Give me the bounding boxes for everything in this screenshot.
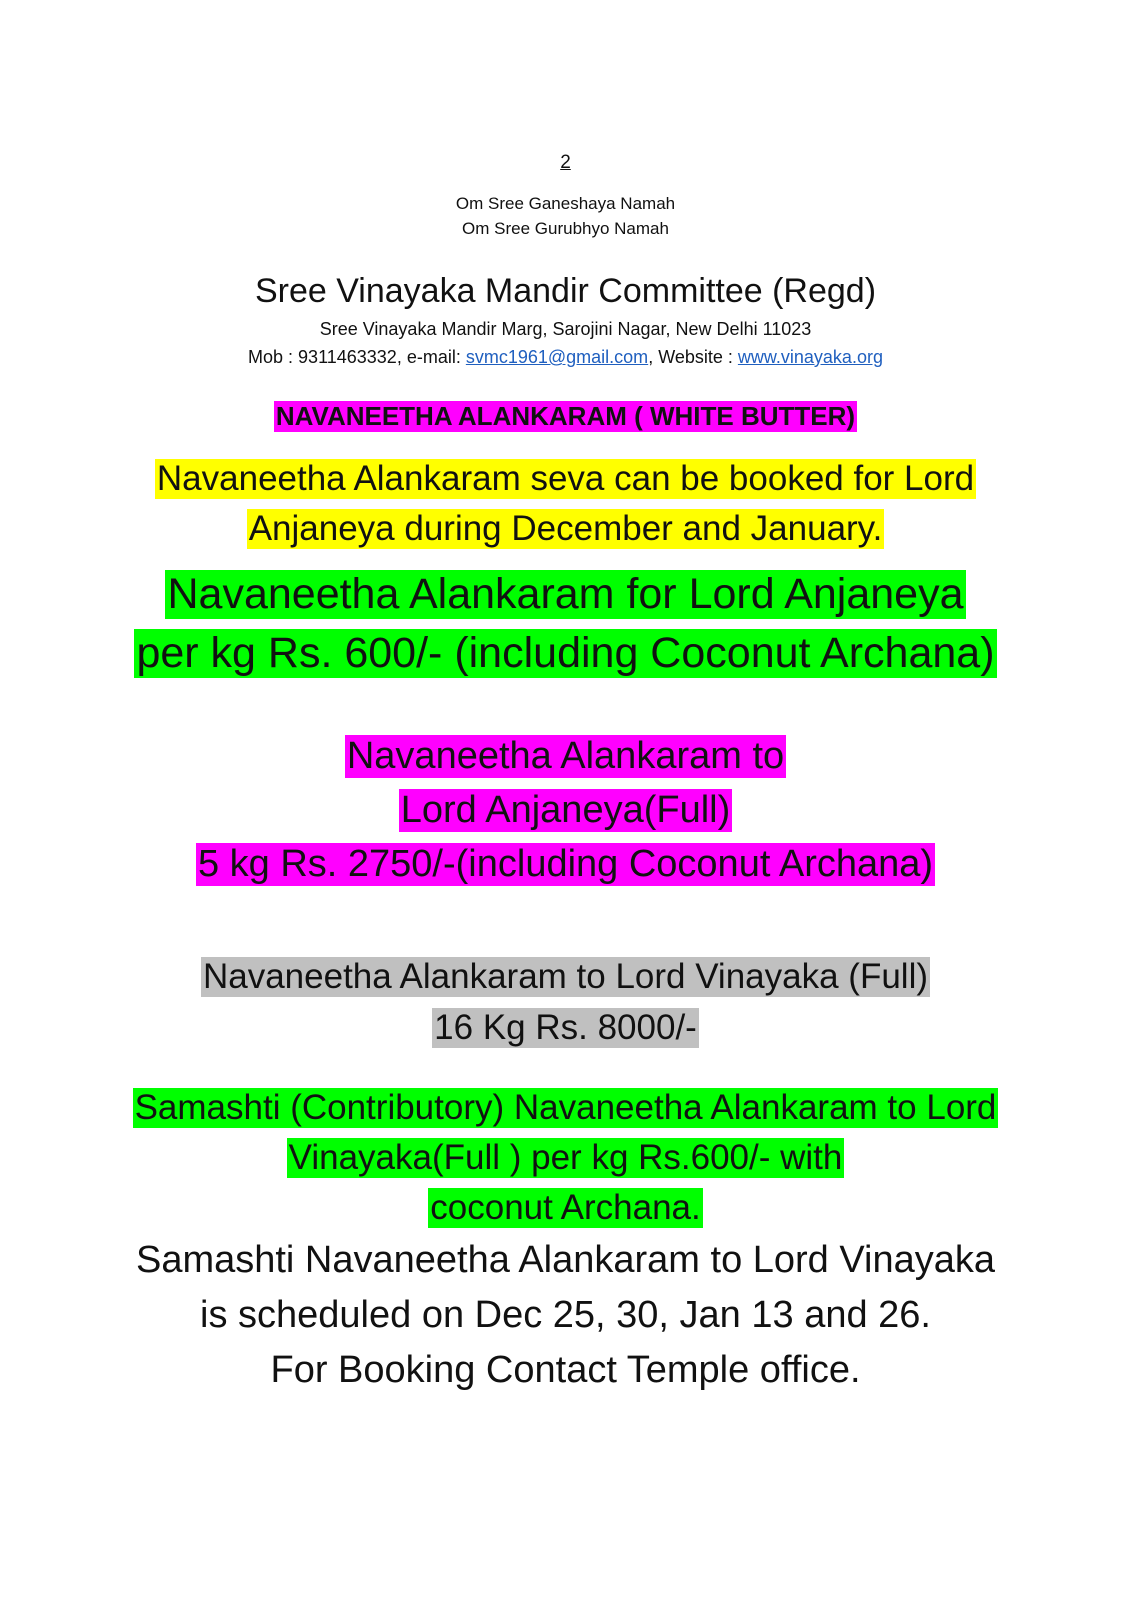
per-kg-offer-text-1: Navaneetha Alankaram for Lord Anjaneya bbox=[167, 570, 964, 618]
heading-line bbox=[0, 401, 1131, 432]
page-number: 2 bbox=[560, 152, 571, 173]
samashti-offer-text-3: coconut Archana. bbox=[430, 1188, 701, 1227]
anjaneya-full-line-1 bbox=[0, 735, 1131, 778]
vinayaka-full-line-1 bbox=[0, 957, 1131, 997]
vinayaka-full-text-1: Navaneetha Alankaram to Lord Vinayaka (Full) bbox=[202, 957, 929, 996]
samashti-offer-line-3 bbox=[0, 1188, 1131, 1228]
address-line: Sree Vinayaka Mandir Marg, Sarojini Nagar, New Delhi 11023 bbox=[319, 319, 812, 339]
website-link[interactable]: www.vinayaka.org bbox=[737, 347, 883, 367]
samashti-offer-line-1 bbox=[0, 1088, 1131, 1128]
email-link[interactable]: svmc1961@gmail.com bbox=[465, 347, 649, 367]
samashti-offer-text-1: Samashti (Contributory) Navaneetha Alankaram to Lord bbox=[134, 1088, 997, 1127]
invocation-line-2: Om Sree Gurubhyo Namah bbox=[462, 219, 669, 238]
per-kg-offer-text-2: per kg Rs. 600/- (including Coconut Archana) bbox=[136, 629, 995, 677]
invocation-line-1: Om Sree Ganeshaya Namah bbox=[455, 194, 676, 213]
anjaneya-full-text-1: Navaneetha Alankaram to bbox=[346, 735, 785, 777]
per-kg-offer-line-1 bbox=[0, 570, 1131, 619]
mobile-label: Mob : 9311463332, e-mail: bbox=[248, 347, 466, 367]
notice-text-1: Navaneetha Alankaram seva can be booked for Lord bbox=[156, 459, 975, 498]
notice-line-1 bbox=[0, 459, 1131, 499]
contact-line bbox=[0, 347, 1131, 368]
samashti-offer-text-2: Vinayaka(Full ) per kg Rs.600/- with bbox=[288, 1138, 843, 1177]
page-number-line bbox=[0, 152, 1131, 174]
notice-text-2: Anjaneya during December and January. bbox=[248, 509, 883, 548]
per-kg-offer-line-2 bbox=[0, 629, 1131, 678]
anjaneya-full-text-2: Lord Anjaneya(Full) bbox=[400, 789, 731, 831]
schedule-line-1: Samashti Navaneetha Alankaram to Lord Vinayaka bbox=[135, 1239, 996, 1281]
website-label: , Website : bbox=[648, 347, 738, 367]
vinayaka-full-text-2: 16 Kg Rs. 8000/- bbox=[434, 1008, 697, 1047]
committee-title: Sree Vinayaka Mandir Committee (Regd) bbox=[254, 272, 877, 310]
vinayaka-full-line-2 bbox=[0, 1008, 1131, 1048]
schedule-line-2: is scheduled on Dec 25, 30, Jan 13 and 26. bbox=[200, 1294, 931, 1336]
notice-line-2 bbox=[0, 509, 1131, 549]
heading: NAVANEETHA ALANKARAM ( WHITE BUTTER) bbox=[275, 401, 856, 431]
samashti-offer-line-2 bbox=[0, 1138, 1131, 1178]
schedule-line-3: For Booking Contact Temple office. bbox=[270, 1349, 861, 1391]
anjaneya-full-text-3: 5 kg Rs. 2750/-(including Coconut Archana) bbox=[197, 843, 934, 885]
anjaneya-full-line-3 bbox=[0, 843, 1131, 886]
anjaneya-full-line-2 bbox=[0, 789, 1131, 832]
